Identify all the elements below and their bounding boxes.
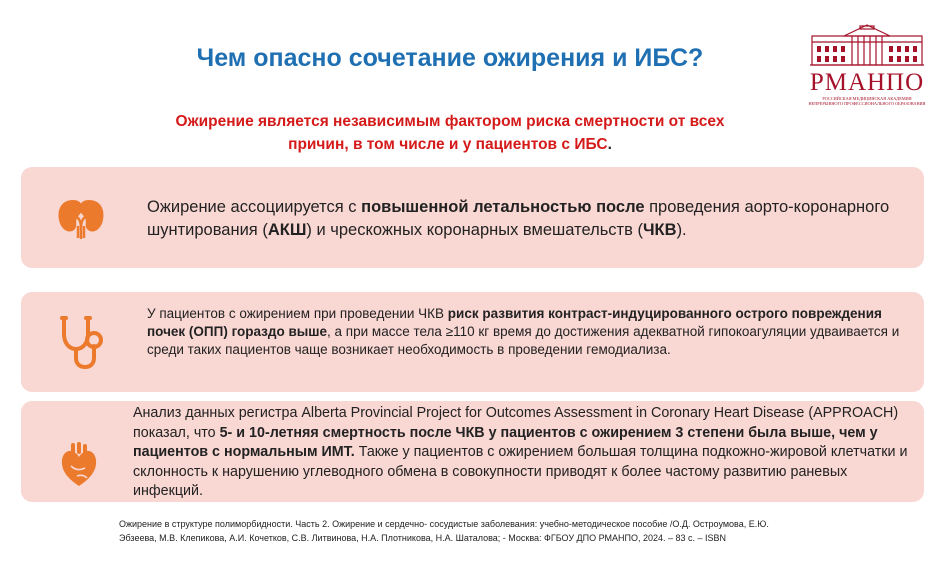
slide-subtitle: [150, 110, 750, 156]
body-text: Также у пациентов с ожирением большая толщина подкожно-жировой клетчатки и склонность к нарушению углеводного обмена в совокупности приводят к более частому развитию раневых инфекций.: [133, 444, 908, 499]
emphasis-text: риск развития контраст-индуцированного острого повреждения почек (ОПП) гораздо выше: [147, 306, 882, 339]
logo-subtitle-1: РОССИЙСКАЯ МЕДИЦИНСКАЯ АКАДЕМИЯ: [822, 96, 912, 101]
subtitle-line-2: причин, в том числе и у пациентов с ИБС: [288, 136, 608, 153]
kidneys-icon: [54, 196, 108, 245]
emphasis-text: АКШ: [267, 221, 307, 239]
body-text: , а при массе тела ≥110 кг время до достижения адекватной гипокоагуляции удваивается и среди таких пациентов чаще возникает необходимость в проведении гемодиализа.: [147, 324, 900, 357]
card-text: [147, 196, 907, 242]
subtitle-period: .: [607, 136, 612, 153]
body-text: Ожирение ассоциируется с: [147, 198, 362, 216]
info-card-mortality: [21, 167, 924, 268]
stethoscope-icon: [57, 316, 103, 375]
logo-subtitle-2: НЕПРЕРЫВНОГО ПРОФЕССИОНАЛЬНОГО ОБРАЗОВАНИЯ: [808, 101, 926, 107]
logo-name: РМАНПО: [809, 69, 925, 96]
body-text: У пациентов с ожирением при проведении ЧКВ: [147, 306, 448, 321]
body-text: ).: [676, 221, 687, 239]
citation-line-2: Эбзеева, М.В. Клепикова, А.И. Кочетков, С.В. Литвинова, Н.А. Плотникова, Н.А. Шаталова; - Москва: ФГБОУ ДПО РМАНПО, 2024. – 83 с. – ISBN: [119, 533, 727, 543]
card-text: [147, 305, 907, 359]
info-card-approach-registry: [21, 401, 924, 502]
citation-line-1: Ожирение в структуре полиморбидности. Часть 2. Ожирение и сердечно- сосудистые заболевания: учебно-методическое пособие /О.Д. Остроумова, Е.Ю.: [119, 519, 769, 529]
body-text: Анализ данных регистра Alberta Provincial Project for Outcomes Assessment in Coronary Heart Disease (APPROACH) показал, что: [133, 405, 899, 441]
emphasis-text: ЧКВ: [642, 221, 677, 239]
info-card-kidney-injury: [21, 292, 924, 392]
emphasis-text: 5- и 10-летняя смертность после ЧКВ у пациентов с ожирением 3 степени была выше, чем у пациентов с нормальным ИМТ.: [133, 424, 878, 460]
heart-icon: [59, 442, 99, 493]
card-text: [133, 404, 913, 502]
subtitle-line-1: Ожирение является независимым фактором риска смертности от всех: [175, 113, 725, 130]
slide-title: Чем опасно сочетание ожирения и ИБС?: [196, 44, 704, 72]
academy-building-icon: [808, 22, 926, 68]
body-text: проведения аорто-коронарного шунтирования (: [147, 198, 890, 239]
body-text: ) и чрескожных коронарных вмешательств (: [306, 221, 643, 239]
citation: [119, 517, 899, 545]
emphasis-text: повышенной летальностью после: [361, 198, 645, 216]
rmanpo-logo: [804, 22, 930, 122]
